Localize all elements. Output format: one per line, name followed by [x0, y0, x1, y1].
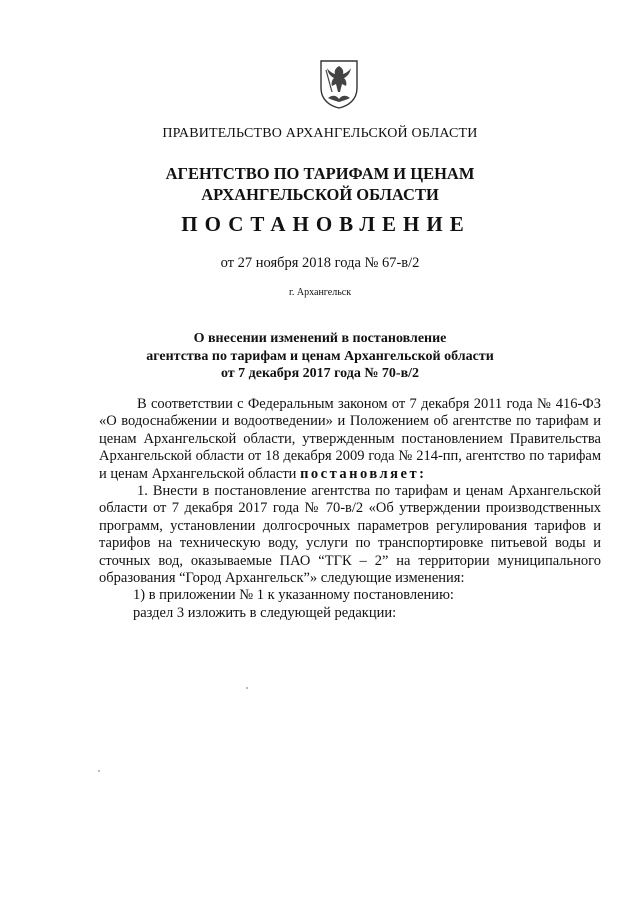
subclause-1-paragraph: 1) в приложении № 1 к указанному постановлению: — [133, 587, 454, 604]
document-type-title: ПОСТАНОВЛЕНИЕ — [181, 212, 471, 236]
agency-name-line1: АГЕНТСТВО ПО ТАРИФАМ И ЦЕНАМ — [165, 164, 475, 183]
clause-1-paragraph: 1. Внести в постановление агентства по тарифам и ценам Архангельской области от 7 декабря 2017 года № 70-в/2 «Об утверждении производственных программ, установлении долгосрочных параметров регулирования тарифов и тарифов на техническую воду, услуги по транспортировке питьевой воды и сточных вод, оказываемые ПАО “ТГК – 2” на территории муниципального образования “Город Архангельск”» следующие изменения: — [99, 483, 601, 587]
document-city: г. Архангельск — [288, 287, 352, 298]
coat-of-arms-icon — [318, 58, 360, 110]
document-date-number: от 27 ноября 2018 года № 67-в/2 — [220, 255, 420, 271]
document-body — [99, 396, 601, 622]
section-3-paragraph: раздел 3 изложить в следующей редакции: — [133, 604, 397, 621]
subject-line2: агентства по тарифам и ценам Архангельской области — [146, 348, 494, 364]
scan-speck — [246, 687, 248, 689]
preamble-text: В соответствии с Федеральным законом от 7 декабря 2011 года № 416-ФЗ «О водоснабжении и водоотведении» и Положением об агентстве по тарифам и ценам Архангельской области, утвержденным постановлением Правительства Архангельской области от 18 декабря 2009 года № 214-пп, агентство по тарифам и ценам Архангельской области — [99, 396, 601, 482]
agency-name-line2: АРХАНГЕЛЬСКОЙ ОБЛАСТИ — [201, 185, 439, 204]
document-subject — [0, 330, 640, 383]
scan-speck — [98, 770, 100, 772]
decision-word: постановляет: — [300, 465, 427, 482]
subject-line1: О внесении изменений в постановление — [193, 331, 447, 346]
subject-line3: от 7 декабря 2017 года № 70-в/2 — [220, 366, 420, 381]
preamble-paragraph — [99, 396, 601, 483]
government-name: ПРАВИТЕЛЬСТВО АРХАНГЕЛЬСКОЙ ОБЛАСТИ — [162, 126, 478, 141]
agency-name — [0, 163, 640, 205]
coat-of-arms-emblem — [318, 58, 360, 110]
